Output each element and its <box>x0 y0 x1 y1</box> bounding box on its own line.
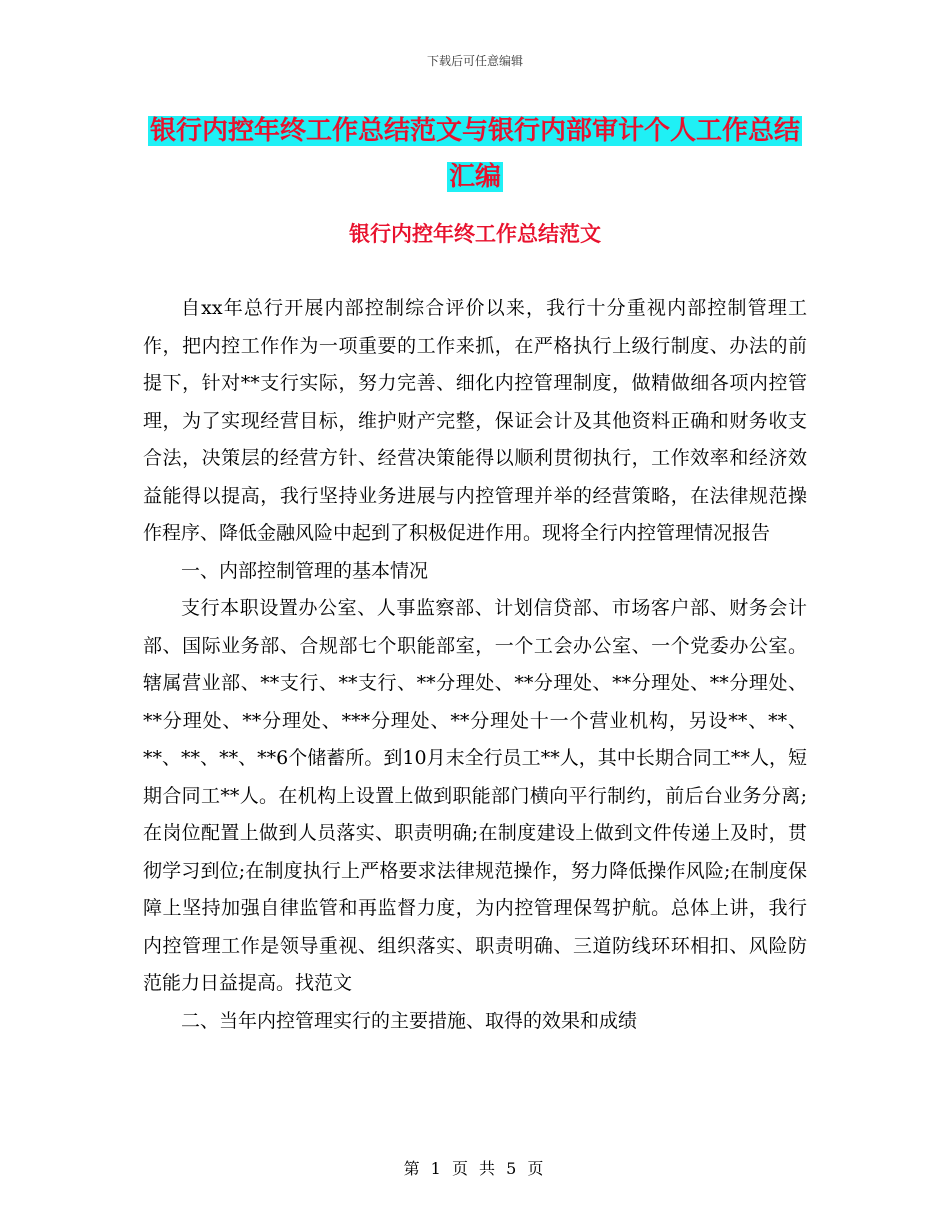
document-title-text: 银行内控年终工作总结范文与银行内部审计个人工作总结汇编 <box>149 116 800 192</box>
paragraph-organization: 支行本职设置办公室、人事监察部、计划信贷部、市场客户部、财务会计部、国际业务部、合规部七个职能部室，一个工会办公室、一个党委办公室。辖属营业部、**支行、**支行、**分理处、**分理处、**分理处、**分理处、**分理处、**分理处、***分理处、**分理处十一个营业机构，另设**、**、**、**、**、**6个储蓄所。到10月末全行员工**人，其中长期合同工**人，短期合同工**人。在机构上设置上做到职能部门横向平行制约，前后台业务分离;在岗位配置上做到人员落实、职责明确;在制度建设上做到文件传递上及时，贯彻学习到位;在制度执行上严格要求法律规范操作，努力降低操作风险;在制度保障上坚持加强自律监管和再监督力度，为内控管理保驾护航。总体上讲，我行内控管理工作是领导重视、组织落实、职责明确、三道防线环环相扣、风险防范能力日益提高。找范文 <box>143 597 807 994</box>
heading-main-measures: 二、当年内控管理实行的主要措施、取得的效果和成绩 <box>181 1009 638 1032</box>
section-title: 银行内控年终工作总结范文 <box>349 222 601 246</box>
paragraph-intro: 自xx年总行开展内部控制综合评价以来，我行十分重视内部控制管理工作，把内控工作作为一项重要的工作来抓，在严格执行上级行制度、办法的前提下，针对**支行实际，努力完善、细化内控管理制度，做精做细各项内控管理，为了实现经营目标，维护财产完整，保证会计及其他资料正确和财务收支合法，决策层的经营方针、经营决策能得以顺利贯彻执行，工作效率和经济效益能得以提高，我行坚持业务进展与内控管理并举的经营策略，在法律规范操作程序、降低金融风险中起到了积极促进作用。现将全行内控管理情况报告 <box>143 297 807 544</box>
heading-basic-situation: 一、内部控制管理的基本情况 <box>181 559 429 582</box>
page-number: 第 1 页 共 5 页 <box>403 1159 547 1178</box>
page-header-note: 下载后可任意编辑 <box>426 54 523 68</box>
document-title <box>143 108 807 200</box>
document-body <box>143 290 807 1040</box>
